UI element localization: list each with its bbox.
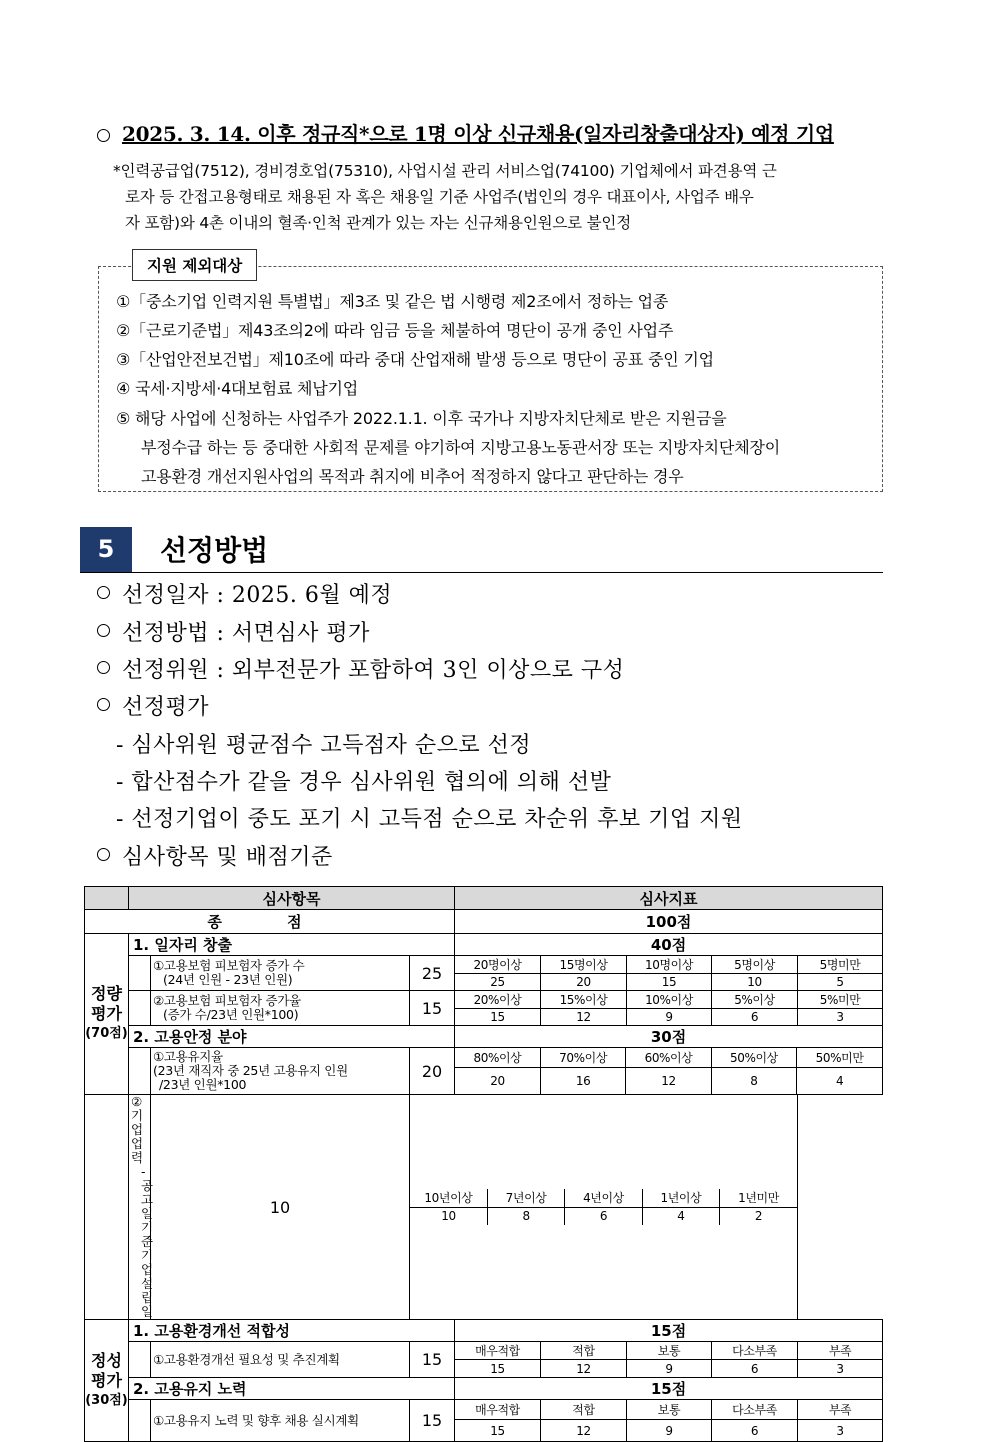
grade: 15%이상 bbox=[541, 991, 627, 1009]
top-heading bbox=[97, 118, 834, 147]
footnote-line: *인력공급업(7512), 경비경호업(75310), 사업시설 관리 서비스업(74100) 기업체에서 파견용역 근 bbox=[113, 162, 777, 180]
indent-cell bbox=[129, 991, 151, 1026]
qualitative-label: 정성 평가 (30점) bbox=[85, 1320, 129, 1442]
points: 8 bbox=[487, 1207, 564, 1225]
exclusion-item: ④ 국세·지방세·4대보험료 체납기업 bbox=[116, 379, 358, 398]
points: 12 bbox=[541, 1420, 627, 1442]
grade: 다소부족 bbox=[712, 1400, 798, 1420]
points: 3 bbox=[798, 1420, 883, 1442]
category-score: 15점 bbox=[455, 1320, 883, 1342]
points: 3 bbox=[798, 1360, 883, 1378]
footnote-line: 자 포함)와 4촌 이내의 혈족·인척 관계가 있는 자는 신규채용인원으로 불인정 bbox=[125, 214, 631, 232]
points: 4 bbox=[797, 1067, 882, 1094]
points: 6 bbox=[565, 1207, 642, 1225]
indent-cell bbox=[129, 1400, 151, 1442]
points: 6 bbox=[712, 1009, 798, 1026]
circle-bullet-icon bbox=[97, 848, 110, 861]
header-indicators: 심사지표 bbox=[455, 887, 883, 910]
indent-cell bbox=[129, 1342, 151, 1378]
grade: 10년이상 bbox=[410, 1189, 487, 1207]
grade: 적합 bbox=[541, 1342, 627, 1360]
item-business-history: ②기업 업력 - 공고일 기준 기업설립일 bbox=[129, 1095, 151, 1320]
points: 8 bbox=[711, 1067, 796, 1094]
points: 9 bbox=[627, 1420, 712, 1442]
points: 6 bbox=[712, 1420, 798, 1442]
grade: 1년이상 bbox=[642, 1189, 719, 1207]
item-score: 15 bbox=[410, 991, 455, 1026]
indent-cell bbox=[129, 956, 151, 991]
item-retention-rate: ①고용유지율 (23년 재직자 중 25년 고용유지 인원 /23년 인원*100 bbox=[151, 1048, 410, 1095]
exclusion-title: 지원 제외대상 bbox=[132, 249, 257, 281]
item-score: 10 bbox=[151, 1095, 410, 1320]
top-heading-text: 2025. 3. 14. 이후 정규직*으로 1명 이상 신규채용(일자리창출대상자) 예정 기업 bbox=[122, 122, 834, 146]
grade: 20%이상 bbox=[455, 991, 541, 1009]
header-blank bbox=[85, 887, 129, 910]
grade: 60%이상 bbox=[626, 1048, 711, 1067]
selection-sub-item: - 심사위원 평균점수 고득점자 순으로 선정 bbox=[116, 733, 532, 758]
points: 15 bbox=[627, 974, 712, 991]
points: 25 bbox=[455, 974, 541, 991]
grade: 10%이상 bbox=[627, 991, 712, 1009]
points: 12 bbox=[626, 1067, 711, 1094]
grade: 50%미만 bbox=[797, 1048, 882, 1067]
selection-item: 선정위원 : 외부전문가 포함하여 3인 이상으로 구성 bbox=[97, 653, 624, 684]
section-title: 선정방법 bbox=[160, 534, 269, 567]
points: 9 bbox=[627, 1360, 712, 1378]
points: 2 bbox=[720, 1207, 797, 1225]
item-score: 20 bbox=[410, 1048, 455, 1095]
category-score: 15점 bbox=[455, 1378, 883, 1400]
item-score: 15 bbox=[410, 1342, 455, 1378]
grade: 10명이상 bbox=[627, 956, 712, 974]
points: 9 bbox=[627, 1009, 712, 1026]
selection-item: 심사항목 및 배점기준 bbox=[97, 840, 333, 871]
quantitative-label: 정량 평가 (70점) bbox=[85, 934, 129, 1095]
selection-item: 선정일자 : 2025. 6월 예정 bbox=[97, 578, 392, 609]
selection-item: 선정평가 bbox=[97, 690, 209, 721]
indent-cell bbox=[129, 1048, 151, 1095]
item-score: 25 bbox=[410, 956, 455, 991]
exclusion-item: ①「중소기업 인력지원 특별법」제3조 및 같은 법 시행령 제2조에서 정하는 업종 bbox=[116, 292, 669, 311]
header-items: 심사항목 bbox=[129, 887, 455, 910]
points: 5 bbox=[798, 974, 883, 991]
grade: 5명이상 bbox=[712, 956, 798, 974]
points: 10 bbox=[712, 974, 798, 991]
points: 15 bbox=[455, 1009, 541, 1026]
category-employment-stability: 2. 고용안정 분야 bbox=[129, 1026, 455, 1048]
grade: 5%미만 bbox=[798, 991, 883, 1009]
grade: 80%이상 bbox=[455, 1048, 540, 1067]
item-environment-plan: ①고용환경개선 필요성 및 추진계획 bbox=[151, 1342, 410, 1378]
grade: 보통 bbox=[627, 1400, 712, 1420]
circle-bullet-icon bbox=[97, 661, 110, 674]
grade: 1년미만 bbox=[720, 1189, 797, 1207]
points: 6 bbox=[712, 1360, 798, 1378]
grade: 70%이상 bbox=[540, 1048, 625, 1067]
total-label: 종 점 bbox=[85, 910, 455, 934]
points: 15 bbox=[455, 1360, 541, 1378]
grade: 7년이상 bbox=[487, 1189, 564, 1207]
points: 16 bbox=[540, 1067, 625, 1094]
grade: 4년이상 bbox=[565, 1189, 642, 1207]
total-score: 100점 bbox=[455, 910, 883, 934]
item-retention-plan: ①고용유지 노력 및 향후 채용 실시계획 bbox=[151, 1400, 410, 1442]
section-number: 5 bbox=[80, 527, 132, 572]
exclusion-item: ③「산업안전보건법」제10조에 따라 중대 산업재해 발생 등으로 명단이 공표 중인 기업 bbox=[116, 350, 714, 369]
evaluation-table bbox=[84, 886, 883, 1442]
grade: 다소부족 bbox=[712, 1342, 798, 1360]
selection-item: 선정방법 : 서면심사 평가 bbox=[97, 616, 370, 647]
circle-bullet-icon bbox=[97, 586, 110, 599]
points: 20 bbox=[455, 1067, 540, 1094]
category-score: 40점 bbox=[455, 934, 883, 956]
history-grid bbox=[410, 1095, 798, 1320]
selection-sub-item: - 선정기업이 중도 포기 시 고득점 순으로 차순위 후보 기업 지원 bbox=[116, 807, 743, 832]
footnote-line: 로자 등 간접고용형태로 채용된 자 혹은 채용일 기준 사업주(법인의 경우 대표이사, 사업주 배우 bbox=[125, 188, 754, 206]
points: 12 bbox=[541, 1009, 627, 1026]
points: 12 bbox=[541, 1360, 627, 1378]
item-insured-rate: ②고용보험 피보험자 증가율 (증가 수/23년 인원*100) bbox=[151, 991, 410, 1026]
circle-bullet-icon bbox=[97, 624, 110, 637]
points: 15 bbox=[455, 1420, 541, 1442]
points: 4 bbox=[642, 1207, 719, 1225]
grade: 매우적합 bbox=[455, 1342, 541, 1360]
grade: 20명이상 bbox=[455, 956, 541, 974]
exclusion-item-cont: 고용환경 개선지원사업의 목적과 취지에 비추어 적정하지 않다고 판단하는 경우 bbox=[141, 467, 684, 486]
retention-grid bbox=[455, 1048, 883, 1095]
category-score: 30점 bbox=[455, 1026, 883, 1048]
section-divider bbox=[80, 572, 883, 573]
grade: 부족 bbox=[798, 1400, 883, 1420]
grade: 부족 bbox=[798, 1342, 883, 1360]
points: 10 bbox=[410, 1207, 487, 1225]
grade: 15명이상 bbox=[541, 956, 627, 974]
exclusion-item-cont: 부정수급 하는 등 중대한 사회적 문제를 야기하여 지방고용노동관서장 또는 지방자치단체장이 bbox=[141, 438, 780, 457]
category-environment-fit: 1. 고용환경개선 적합성 bbox=[129, 1320, 455, 1342]
selection-sub-item: - 합산점수가 같을 경우 심사위원 협의에 의해 선발 bbox=[116, 770, 612, 795]
category-retention-effort: 2. 고용유지 노력 bbox=[129, 1378, 455, 1400]
grade: 50%이상 bbox=[711, 1048, 796, 1067]
circle-bullet-icon bbox=[97, 129, 110, 142]
points: 3 bbox=[798, 1009, 883, 1026]
grade: 보통 bbox=[627, 1342, 712, 1360]
indent-cell bbox=[85, 1095, 129, 1320]
footnote bbox=[113, 158, 888, 236]
item-insured-increase: ①고용보험 피보험자 증가 수 (24년 인원 - 23년 인원) bbox=[151, 956, 410, 991]
exclusion-item: ⑤ 해당 사업에 신청하는 사업주가 2022.1.1. 이후 국가나 지방자치단체로 받은 지원금을 bbox=[116, 409, 727, 428]
circle-bullet-icon bbox=[97, 698, 110, 711]
item-score: 15 bbox=[410, 1400, 455, 1442]
grade: 5명미만 bbox=[798, 956, 883, 974]
grade: 매우적합 bbox=[455, 1400, 541, 1420]
points: 20 bbox=[541, 974, 627, 991]
grade: 적합 bbox=[541, 1400, 627, 1420]
grade: 5%이상 bbox=[712, 991, 798, 1009]
exclusion-item: ②「근로기준법」제43조의2에 따라 임금 등을 체불하여 명단이 공개 중인 사업주 bbox=[116, 321, 674, 340]
category-job-creation: 1. 일자리 창출 bbox=[129, 934, 455, 956]
